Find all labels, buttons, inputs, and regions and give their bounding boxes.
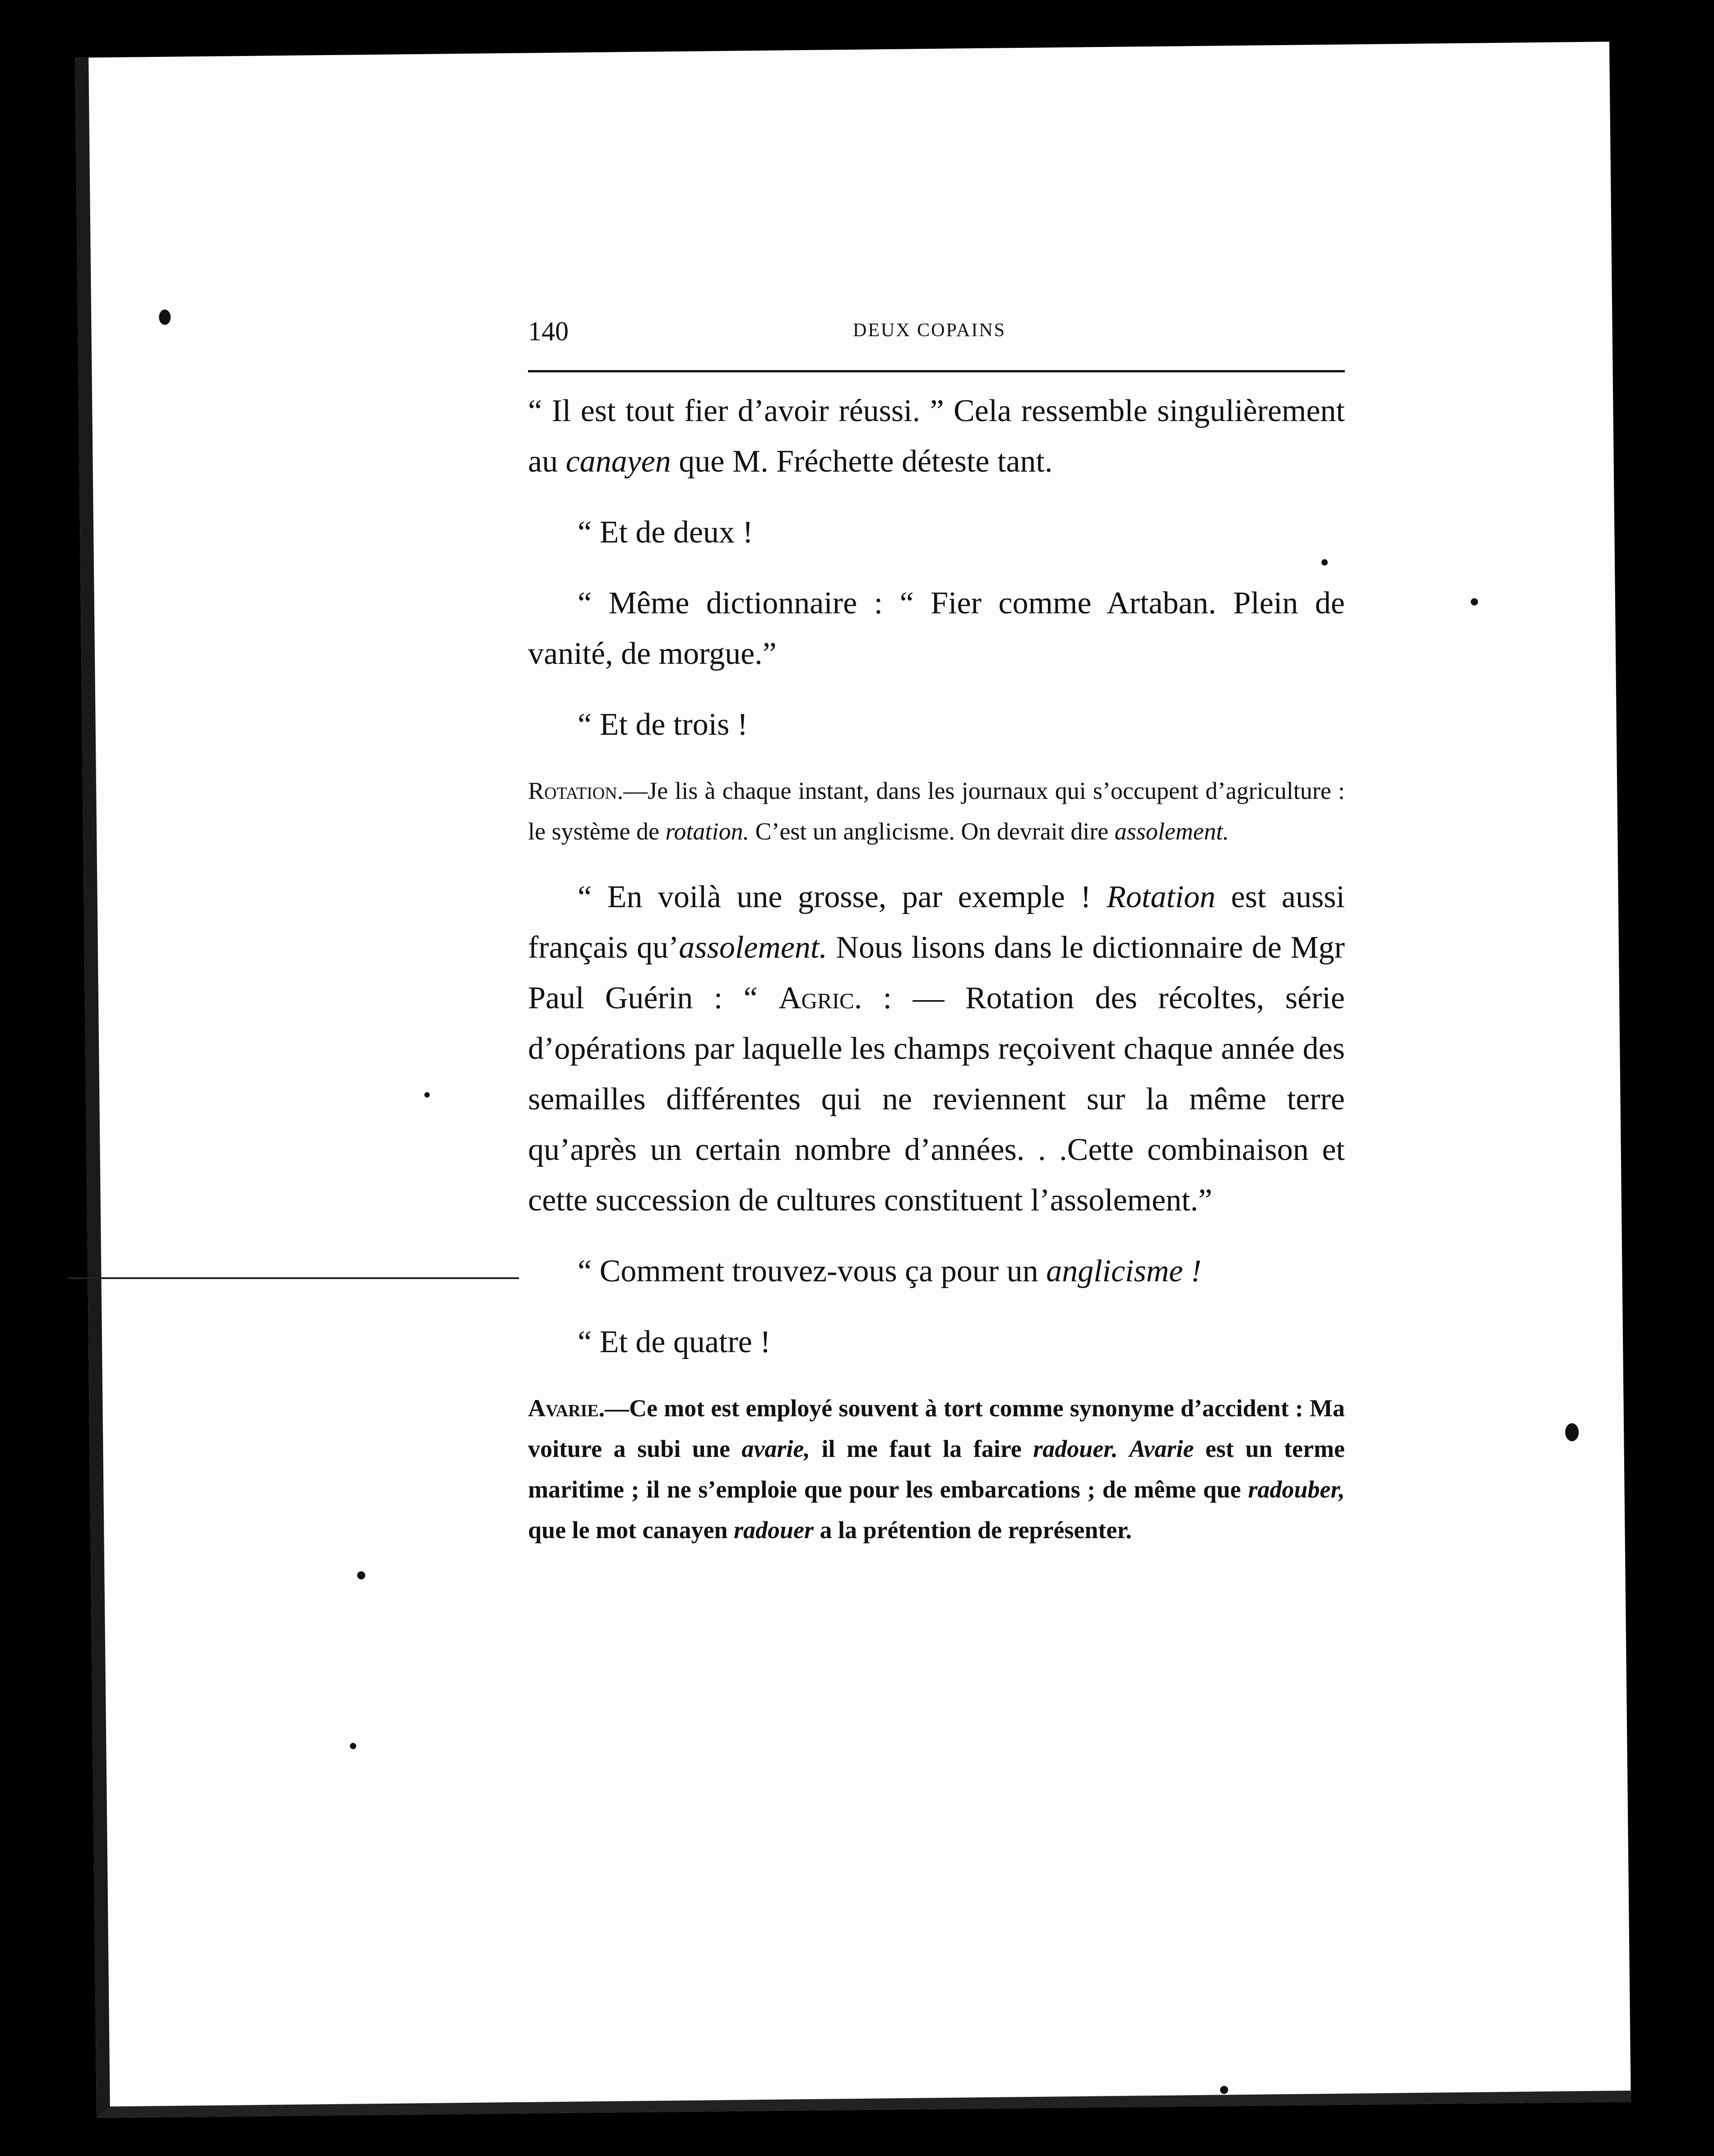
entry-term: Rotation.: [528, 777, 624, 804]
text-run: est un terme maritime ; il ne s’emploie que pour les embarcations ; de même que: [528, 1435, 1345, 1503]
text-run: “ En voilà une grosse, par exemple !: [578, 880, 1107, 914]
text-run: Nous lisons dans le dictionnaire de Mgr Paul Guérin : “: [528, 930, 1345, 1015]
text-run: a la prétention de représenter.: [814, 1516, 1132, 1544]
ink-speck: [1220, 2086, 1228, 2094]
text-run: est aussi français qu’: [528, 880, 1345, 965]
italic-run: assolement.: [679, 930, 827, 965]
text-run: que le mot canayen: [528, 1516, 734, 1544]
italic-run: canayen: [565, 444, 671, 479]
ink-speck: [424, 1092, 430, 1098]
scan-artifact-line: [68, 1277, 519, 1279]
text-run: : — Rotation des récoltes, série d’opérations par laquelle les champs reçoivent chaque année des semailles différentes qui ne reviennent sur la même terre qu’après un certain nombre d’années. . .Cette combinaison et cette succession de cultures constituent l’assolement.”: [528, 981, 1345, 1218]
text-block: [528, 311, 1345, 1550]
italic-run: radouer.: [1033, 1435, 1118, 1462]
running-head: [528, 311, 1345, 372]
italic-run: assolement.: [1114, 818, 1229, 845]
paragraph: [528, 872, 1345, 1226]
text-run: —Ce mot est employé souvent à tort comme synonyme d’accident : Ma voiture a subi une: [528, 1395, 1345, 1462]
page-number: 140: [528, 316, 569, 346]
entry-term: Avarie.: [528, 1395, 605, 1422]
ink-speck: [1471, 598, 1478, 605]
italic-run: Rotation: [1107, 880, 1216, 914]
ink-speck: [159, 310, 171, 325]
text-run: “ Comment trouvez-vous ça pour un: [578, 1254, 1047, 1289]
text-run: que M. Fréchette déteste tant.: [671, 444, 1053, 479]
italic-run: radouber,: [1248, 1476, 1345, 1503]
ink-speck: [350, 1743, 356, 1749]
paragraph: “ Et de quatre !: [578, 1325, 771, 1359]
text-run: “ Il est tout fier d’avoir réussi. ” Cela ressemble singulièrement au: [528, 394, 1345, 479]
italic-run: anglicisme !: [1046, 1254, 1202, 1289]
ink-speck: [357, 1571, 365, 1579]
small-caps-run: Agric.: [778, 981, 862, 1015]
paragraph: “ Même dictionnaire : “ Fier comme Artaban. Plein de vanité, de morgue.”: [528, 586, 1345, 671]
entry-avarie: [528, 1388, 1345, 1550]
text-run: —Je lis à chaque instant, dans les journaux qui s’occupent d’agriculture : le système de: [528, 777, 1345, 845]
ink-speck: [1565, 1423, 1579, 1441]
text-run: il me faut la faire: [810, 1435, 1033, 1462]
paragraph: [528, 386, 1345, 487]
paragraph: [528, 1246, 1345, 1297]
italic-run: radouer: [733, 1516, 814, 1544]
italic-run: rotation.: [665, 818, 749, 845]
text-run: [1118, 1435, 1130, 1462]
italic-run: avarie,: [741, 1435, 810, 1462]
italic-run: Avarie: [1129, 1435, 1194, 1462]
running-title: DEUX COPAINS: [853, 320, 1006, 341]
text-run: C’est un anglicisme. On devrait dire: [749, 818, 1115, 845]
paragraph: “ Et de deux !: [578, 515, 753, 550]
paragraph: “ Et de trois !: [578, 707, 748, 742]
entry-rotation: [528, 770, 1345, 852]
